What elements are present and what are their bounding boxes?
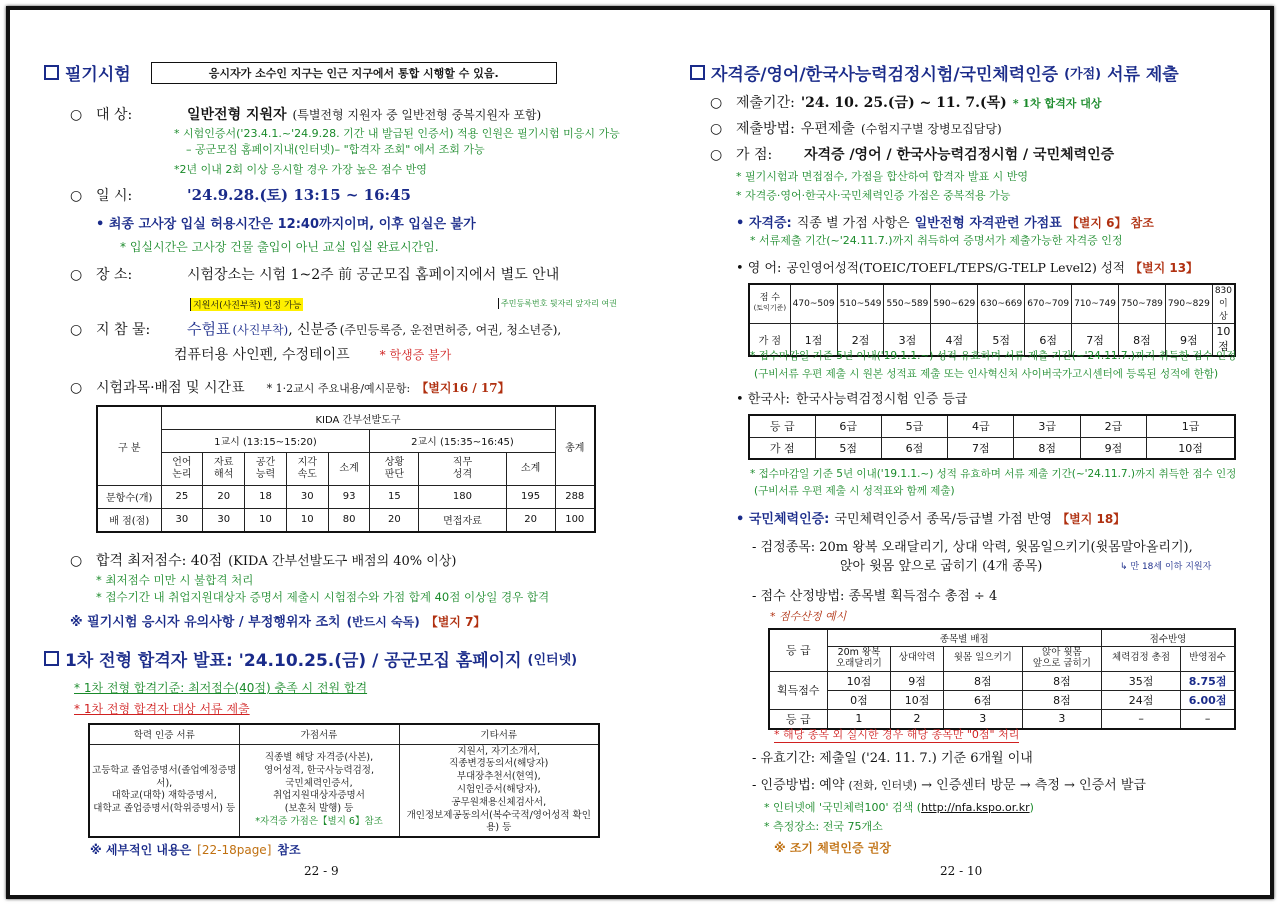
auth-paren: (전화, 인터넷)	[848, 779, 918, 792]
english-row	[736, 257, 1198, 276]
documents-title: 자격증/영어/한국사능력검정시험/국민체력인증	[711, 65, 1059, 85]
eng-point-cell: 10점	[1212, 324, 1235, 357]
eng-header-score: 점 수	[759, 293, 780, 304]
place-row	[70, 264, 559, 284]
table-row-label: 배 점(점)	[97, 508, 161, 532]
doc-line: 대학교(대학) 재학증명서,	[111, 790, 217, 802]
ftable-grade-label: 등 급	[769, 709, 827, 729]
ftable-col-header: 앉아 윗몸 앞으로 굽히기	[1022, 647, 1101, 672]
detail-page: [22-18page]	[197, 843, 272, 857]
ftable-cell: –	[1181, 709, 1235, 729]
eng-point-cell: 4점	[931, 324, 978, 357]
target-row	[70, 104, 541, 124]
english-table	[748, 283, 1236, 357]
table-col-header: 상황 판단	[370, 452, 419, 485]
subjects-note: * 1·2교시 주요내용/예시문항:	[266, 382, 411, 395]
cert-table-ref: 일반전형 자격관련 가점표	[914, 216, 1062, 231]
eng-point-cell: 9점	[1165, 324, 1212, 357]
nfa-link[interactable]: http://nfa.kspo.or.kr	[921, 801, 1030, 814]
table-col-header: 언어 논리	[161, 452, 203, 485]
table-cell: 20	[370, 508, 419, 532]
items-pens: 컴퓨터용 사인펜, 수정테이프	[174, 347, 350, 363]
fitness-calc: - 점수 산정방법: 종목별 획득점수 총점 ÷ 4	[752, 589, 998, 604]
ftable-cell: 9점	[891, 671, 943, 690]
fitness-auth	[752, 774, 1146, 793]
subjects-row	[70, 377, 510, 397]
table-col-header: 자료 해석	[203, 452, 245, 485]
kor-point-cell: 5점	[815, 437, 881, 459]
eng-header-toeic: (토익기준)	[753, 304, 787, 312]
section-documents	[690, 60, 1179, 85]
period-note: * 1차 합격자 대상	[1012, 97, 1102, 110]
page-number-left: 22 - 9	[304, 864, 339, 878]
ftable-col-header: 체력검정 총점	[1102, 647, 1181, 672]
table-cell: 30	[203, 508, 245, 532]
auth-note-1	[764, 799, 1034, 815]
table-cell: 195	[506, 486, 555, 509]
pass-extra: (KIDA 간부선발도구 배점의 40% 이상)	[228, 554, 457, 569]
page-number-right: 22 - 10	[940, 864, 983, 878]
english-label: • 영 어:	[736, 261, 782, 276]
circle-icon: ○	[710, 147, 723, 163]
table-cell: 면접자료	[419, 508, 506, 532]
right-page	[690, 10, 1250, 880]
table-cell: 20	[203, 486, 245, 509]
left-page	[44, 10, 654, 880]
place-label: 장 소:	[96, 267, 133, 283]
items-photo: (사진부착)	[232, 323, 289, 337]
date-row	[70, 184, 411, 205]
table-group-header: KIDA 간부선발도구	[161, 406, 555, 430]
eng-range-cell: 590~629	[931, 284, 978, 324]
date-value: '24.9.28.(토) 13:15 ~ 16:45	[187, 186, 411, 204]
detail-ref-word: 참조	[277, 843, 301, 857]
circle-icon: ○	[70, 267, 83, 283]
kor-point-cell: 6점	[881, 437, 947, 459]
documents-title-2: 서류 제출	[1107, 65, 1179, 85]
doc-col-bonus	[239, 744, 399, 837]
first-result-tail: (인터넷)	[527, 653, 578, 668]
auth-note-2: * 측정장소: 전국 75개소	[764, 820, 883, 833]
english-text: 공인영어성적(TOEIC/TOEFL/TEPS/G-TELP Level2) 성적	[786, 260, 1125, 275]
doc-header-1: 학력 인증 서류	[89, 724, 239, 744]
date-bullet-2: * 입실시간은 고사장 건물 출입이 아닌 교실 입실 완료시간임.	[120, 240, 439, 254]
auth-steps: → 인증센터 방문 → 측정 → 인증서 발급	[921, 778, 1146, 793]
ftable-cell: 0점	[827, 690, 891, 709]
kor-point-cell: 10점	[1147, 437, 1235, 459]
doc-header-3: 기타서류	[399, 724, 599, 744]
section-title: 필기시험	[65, 65, 131, 85]
items-row	[70, 318, 561, 339]
doc-line: 고등학교 졸업증명서(졸업예정증명서),	[92, 764, 237, 789]
doc-line: 직종별 해당 자격증(사본),	[264, 751, 374, 763]
eng-point-cell: 6점	[1025, 324, 1072, 357]
pass-note-2: * 접수기간 내 취업지원대상자 증명서 제출시 시험점수와 가점 합계 40점 이상일 경우 합격	[96, 590, 550, 604]
tag-id-note: 주민등록번호 뒷자리 앞자리 여권	[498, 298, 617, 309]
ftable-cell: 35점	[1102, 671, 1181, 690]
pass-row	[70, 550, 456, 570]
ftable-cell: 10점	[891, 690, 943, 709]
eng-range-cell: 470~509	[790, 284, 837, 324]
ftable-cell: 10점	[827, 671, 891, 690]
items-id-types: (주민등록증, 운전면허증, 여권, 청소년증),	[339, 323, 562, 337]
ftable-cell: 3	[943, 709, 1022, 729]
pass-note-1: * 최저점수 미만 시 불합격 처리	[96, 573, 254, 587]
ftable-cell: –	[1102, 709, 1181, 729]
first-result-title: 1차 전형 합격자 발표: '24.10.25.(금) / 공군모집 홈페이지	[65, 651, 522, 671]
checkbox-icon	[690, 65, 705, 80]
circle-icon: ○	[70, 322, 83, 338]
first-result-note-2: * 1차 전형 합격자 대상 서류 제출	[74, 702, 250, 716]
auth-note-text: * 인터넷에 '국민체력100' 검색 (	[764, 801, 922, 814]
auth-recommend: ※ 조기 체력인증 권장	[774, 841, 891, 855]
ftable-cell: 8.75점	[1181, 671, 1235, 690]
eng-point-cell: 2점	[837, 324, 884, 357]
items-student-id-note: * 학생증 불가	[379, 348, 452, 362]
checkbox-icon	[44, 651, 59, 666]
ftable-cell: 8점	[1022, 671, 1101, 690]
table-col-header: 소계	[328, 452, 370, 485]
table-col-header: 지각 속도	[286, 452, 328, 485]
ftable-col-header: 윗몸 일으키기	[943, 647, 1022, 672]
method-row	[710, 118, 1002, 138]
exam-table	[96, 405, 596, 533]
eng-point-cell: 8점	[1119, 324, 1166, 357]
doc-line: 국민체력인증서,	[285, 777, 353, 789]
fitness-events-age: ↳ 만 18세 이하 지원자	[1120, 562, 1212, 572]
target-value: 일반전형 지원자	[187, 107, 287, 123]
korean-history-row	[736, 388, 967, 407]
items-row-2	[174, 344, 451, 364]
method-label: 제출방법:	[736, 121, 795, 137]
notice-banner: 응시자가 소수인 지구는 인근 지구에서 통합 시행할 수 있음.	[151, 62, 557, 84]
table-cell: 180	[419, 486, 506, 509]
detail-ref	[90, 841, 301, 858]
period-label: 제출기간:	[736, 95, 795, 111]
circle-icon: ○	[70, 380, 83, 396]
ftable-cell: 6점	[943, 690, 1022, 709]
ftable-cell: 1	[827, 709, 891, 729]
eng-point-cell: 7점	[1072, 324, 1119, 357]
eng-range-cell: 670~709	[1025, 284, 1072, 324]
ftable-gubun: 등 급	[769, 629, 827, 671]
period-row	[710, 92, 1101, 112]
subjects-ref: 【별지16 / 17】	[416, 381, 510, 395]
fitness-label: • 국민체력인증:	[736, 512, 830, 527]
doc-line: 영어성적, 한국사능력검정,	[263, 764, 374, 776]
doc-line: *자격증 가점은【별지 6】참조	[255, 815, 383, 827]
eng-header-points: 가 점	[749, 324, 790, 357]
section-first-result	[44, 646, 577, 671]
eng-point-cell: 3점	[884, 324, 931, 357]
eng-range-cell: 750~789	[1119, 284, 1166, 324]
first-result-note-1: * 1차 전형 합격기준: 최저점수(40점) 충족 시 전원 합격	[74, 681, 368, 695]
fitness-example: * 점수산정 예시	[770, 610, 847, 623]
kor-grade-cell: 2급	[1080, 415, 1146, 437]
circle-icon: ○	[710, 95, 723, 111]
doc-line: 시험인증서(해당자),	[456, 783, 541, 795]
date-label: 일 시:	[96, 188, 133, 204]
table-cell: 10	[245, 508, 287, 532]
doc-line: 직종변경동의서(해당자)	[449, 758, 549, 770]
korean-history-table	[748, 414, 1236, 460]
kor-point-cell: 7점	[948, 437, 1014, 459]
table-cell: 30	[286, 486, 328, 509]
ftable-cell: 8점	[943, 671, 1022, 690]
warning-paren: (반드시 숙독)	[346, 615, 420, 629]
doc-header-2: 가점서류	[239, 724, 399, 744]
ftable-cell: 2	[891, 709, 943, 729]
english-note-1: * 접수마감일 기준 5년 이내('19.1.1.~) 성적 유효하며 서류 제출 기간(~'24.11.7.)까지 취득한 점수 인정	[750, 350, 1237, 362]
table-cell: 20	[506, 508, 555, 532]
cert-text: 직종 별 가점 사항은	[796, 216, 910, 231]
table-gubun: 구 분	[97, 406, 161, 486]
circle-icon: ○	[70, 188, 83, 204]
circle-icon: ○	[710, 121, 723, 137]
table-cell: 288	[555, 486, 595, 509]
ftable-cell: 6.00점	[1181, 690, 1235, 709]
table-col-header: 소계	[506, 452, 555, 485]
ftable-col-header: 상대악력	[891, 647, 943, 672]
documents-table	[88, 723, 600, 838]
table-cell: 80	[328, 508, 370, 532]
doc-line: 부대장추천서(현역),	[456, 771, 541, 783]
korean-history-text: 한국사능력검정시험 인증 등급	[795, 392, 968, 407]
bonus-note-1: * 필기시험과 면접점수, 가점을 합산하여 합격자 발표 시 반영	[736, 170, 1028, 183]
kor-point-cell: 8점	[1014, 437, 1080, 459]
ftable-col-header: 반영점수	[1181, 647, 1235, 672]
kor-grade-cell: 6급	[815, 415, 881, 437]
korean-note-1: * 접수마감일 기준 5년 이내('19.1.1.~) 성적 유효하며 서류 제출 기간(~'24.11.7.)까지 취득한 점수 인정	[750, 468, 1237, 480]
table-cell: 100	[555, 508, 595, 532]
bonus-row	[710, 144, 1114, 164]
table-period-1: 1교시 (13:15~15:20)	[161, 430, 370, 453]
method-extra: (수험지구별 장병모집담당)	[860, 122, 1002, 136]
cert-ref: 【별지 6】 참조	[1066, 216, 1154, 230]
warning-ref: 【별지 7】	[425, 615, 486, 629]
place-value: 시험장소는 시험 1~2주 前 공군모집 홈페이지에서 별도 안내	[187, 267, 560, 283]
target-note-1: * 시험인증서('23.4.1.~'24.9.28. 기간 내 발급된 인증서) 적용 인원은 필기시험 미응시 가능	[174, 127, 620, 140]
cert-label: • 자격증:	[736, 216, 792, 231]
doc-col-other	[399, 744, 599, 837]
fitness-ref: 【별지 18】	[1057, 512, 1126, 526]
ftable-get-label: 획득점수	[769, 671, 827, 709]
eng-range-cell: 630~669	[978, 284, 1025, 324]
date-bullet-1: • 최종 고사장 입실 허용시간은 12:40까지이며, 이후 입실은 불가	[96, 217, 476, 232]
kor-grade-cell: 3급	[1014, 415, 1080, 437]
target-note-2: – 공군모집 홈페이지내(인터넷)– "합격자 조회" 에서 조회 가능	[186, 143, 485, 156]
kor-grade-cell: 4급	[948, 415, 1014, 437]
doc-line: (보훈처 발행) 등	[284, 803, 354, 815]
fitness-table	[768, 628, 1236, 730]
eng-range-cell: 710~749	[1072, 284, 1119, 324]
items-label: 지 참 물:	[96, 322, 151, 338]
kor-header-points: 가 점	[749, 437, 815, 459]
ftable-cell: 8점	[1022, 690, 1101, 709]
table-col-header: 공간 능력	[245, 452, 287, 485]
items-id: , 신분증	[288, 322, 338, 338]
doc-col-education	[89, 744, 239, 837]
korean-note-2: (구비서류 우편 제출 시 성적표와 함께 제출)	[754, 485, 955, 497]
section-written-test	[44, 60, 557, 85]
ftable-col-header: 20m 왕복 오래달리기	[827, 647, 891, 672]
fitness-events-1: - 검정종목: 20m 왕복 오래달리기, 상대 악력, 윗몸일으키기(윗몸말아올리기),	[752, 540, 1193, 555]
table-cell: 25	[161, 486, 203, 509]
table-cell: 93	[328, 486, 370, 509]
table-cell: 30	[161, 508, 203, 532]
auth-text: - 인증방법: 예약	[752, 778, 845, 793]
kor-grade-cell: 1급	[1147, 415, 1235, 437]
table-total-header: 총계	[555, 406, 595, 486]
target-extra: (특별전형 지원자 중 일반전형 중복지원자 포함)	[292, 108, 542, 122]
doc-line: 대학교 졸업증명서(학위증명서) 등	[93, 803, 236, 815]
doc-line: 지원서, 자기소개서,	[457, 745, 540, 757]
doc-line: 개인정보제공동의서(복수국적/영어성적 확인용) 등	[406, 809, 591, 834]
table-cell: 10	[286, 508, 328, 532]
method-value: 우편제출	[800, 121, 855, 137]
bonus-label: 가 점:	[736, 147, 773, 163]
english-ref: 【별지 13】	[1129, 261, 1199, 275]
period-value: '24. 10. 25.(금) ~ 11. 7.(목)	[800, 95, 1007, 111]
target-note-3: *2년 이내 2회 이상 응시할 경우 가장 높은 점수 반영	[174, 163, 427, 176]
items-admission-ticket: 수험표	[187, 320, 231, 338]
fitness-table-note: * 해당 종목 외 실시한 경우 해당 종목만 "0점" 처리	[774, 728, 1020, 741]
eng-range-cell: 550~589	[884, 284, 931, 324]
eng-range-cell: 790~829	[1165, 284, 1212, 324]
auth-note-close: )	[1029, 801, 1034, 814]
eng-point-cell: 5점	[978, 324, 1025, 357]
subjects-label: 시험과목·배점 및 시간표	[96, 380, 245, 396]
table-row-label: 문항수(개)	[97, 486, 161, 509]
ftable-items-header: 종목별 배점	[827, 629, 1102, 647]
table-cell: 15	[370, 486, 419, 509]
checkbox-icon	[44, 65, 59, 80]
eng-range-cell: 510~549	[837, 284, 884, 324]
table-period-2: 2교시 (15:35~16:45)	[370, 430, 555, 453]
fitness-events-2: 앉아 윗몸 앞으로 굽히기 (4개 종목)	[840, 559, 1043, 574]
english-note-2: (구비서류 우편 제출 시 원본 성적표 제출 또는 인사혁신처 사이버국가고시센터에 등록된 성적에 한함)	[754, 368, 1219, 380]
doc-line: 취업지원대상자증명서	[273, 790, 365, 802]
detail-text: ※ 세부적인 내용은	[90, 843, 192, 857]
cert-row	[736, 212, 1154, 231]
ftable-reflect-header: 점수반영	[1102, 629, 1236, 647]
circle-icon: ○	[70, 553, 83, 569]
ftable-cell: 24점	[1102, 690, 1181, 709]
eng-range-cell: 830 이상	[1212, 284, 1235, 324]
ftable-cell: 3	[1022, 709, 1101, 729]
circle-icon: ○	[70, 107, 83, 123]
fitness-row	[736, 508, 1125, 527]
fitness-valid: - 유효기간: 제출일 ('24. 11. 7.) 기준 6개월 이내	[752, 751, 1033, 766]
bonus-note-2: * 자격증·영어·한국사·국민체력인증 가점은 중복적용 가능	[736, 189, 1011, 202]
warning-row	[70, 611, 485, 630]
warning-text: ※ 필기시험 응시자 유의사항 / 부정행위자 조치	[70, 615, 341, 630]
cert-note: * 서류제출 기간(~'24.11.7.)까지 취득하여 증명서가 제출가능한 자격증 인정	[750, 234, 1123, 247]
kor-point-cell: 9점	[1080, 437, 1146, 459]
doc-line: 공무원채용신체검사서,	[451, 796, 547, 808]
pass-label: 합격 최저점수: 40점	[96, 553, 223, 569]
table-cell: 18	[245, 486, 287, 509]
kor-header-grade: 등 급	[749, 415, 815, 437]
bonus-value: 자격증 /영어 / 한국사능력검정시험 / 국민체력인증	[804, 147, 1115, 163]
documents-title-tail: (가점)	[1064, 67, 1102, 82]
target-label: 대 상:	[96, 107, 133, 123]
korean-history-label: • 한국사:	[736, 392, 790, 407]
eng-point-cell: 1점	[790, 324, 837, 357]
table-col-header: 직무 성격	[419, 452, 506, 485]
fitness-text: 국민체력인증서 종목/등급별 가점 반영	[834, 512, 1053, 527]
tag-photo-id: 지원서(사진부착) 인정 가능	[190, 298, 303, 311]
kor-grade-cell: 5급	[881, 415, 947, 437]
